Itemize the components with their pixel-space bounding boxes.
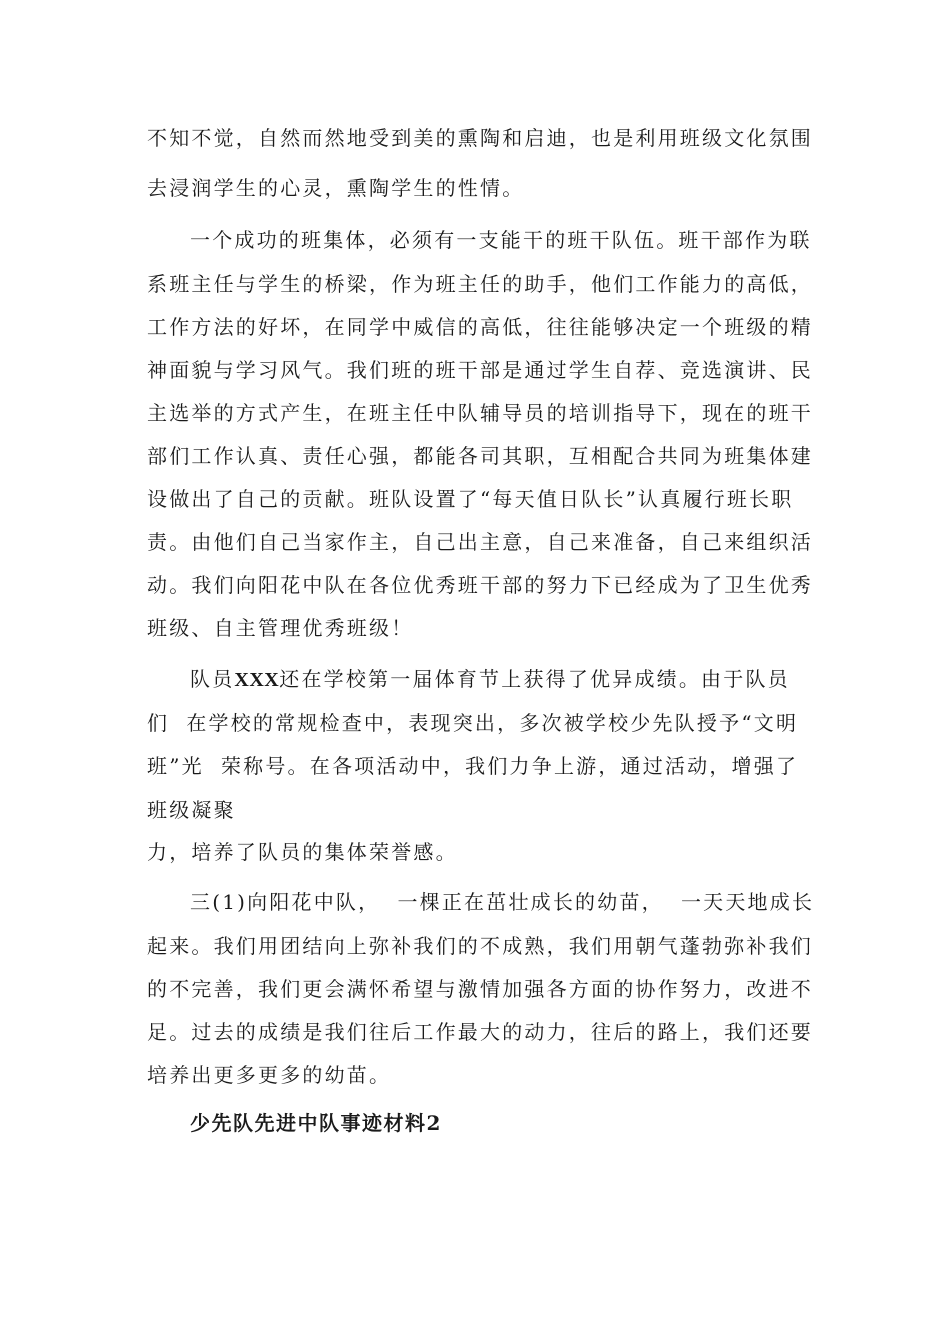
paragraph-line: 部们工作认真、责任心强，都能各司其职，互相配合共同为班集体建 xyxy=(147,444,813,468)
paragraph-line: 班级、自主管理优秀班级！ xyxy=(147,616,414,640)
paragraph-line: 班”光 荣称号。在各项活动中，我们力争上游，通过活动，增强了 xyxy=(147,754,799,778)
paragraph-line: 工作方法的好坏，在同学中威信的高低，往往能够决定一个班级的精 xyxy=(147,315,813,339)
paragraph-line: 的不完善，我们更会满怀希望与激情加强各方面的协作努力，改进不 xyxy=(147,977,813,1001)
paragraph-line: 不知不觉，自然而然地受到美的熏陶和启迪，也是利用班级文化氛围 xyxy=(147,126,813,150)
text-run: 还在学校第一届体育节上获得了优异成绩。由于队员 xyxy=(279,667,790,691)
paragraph-line: 神面貌与学习风气。我们班的班干部是通过学生自荐、竞选演讲、民 xyxy=(147,358,813,382)
paragraph-line: 动。我们向阳花中队在各位优秀班干部的努力下已经成为了卫生优秀 xyxy=(147,573,813,597)
paragraph-line: 去浸润学生的心灵，熏陶学生的性情。 xyxy=(147,176,525,200)
name-placeholder: XXX xyxy=(234,669,280,691)
paragraph-line: 责。由他们自己当家作主，自己出主意，自己来准备，自己来组织活 xyxy=(147,530,813,554)
paragraph-line: 一个成功的班集体，必须有一支能干的班干队伍。班干部作为联 xyxy=(190,228,812,252)
paragraph-line: 足。过去的成绩是我们往后工作最大的动力，往后的路上，我们还要 xyxy=(147,1020,813,1044)
paragraph-line: 三(1)向阳花中队， 一棵正在茁壮成长的幼苗， 一天天地成长 xyxy=(190,890,815,914)
paragraph-line: 班级凝聚 xyxy=(147,798,236,822)
paragraph-line xyxy=(190,665,790,694)
paragraph-line: 主选举的方式产生，在班主任中队辅导员的培训指导下，现在的班干 xyxy=(147,401,813,425)
paragraph-line: 力，培养了队员的集体荣誉感。 xyxy=(147,840,458,864)
text-run: 队员 xyxy=(190,667,235,691)
paragraph-line: 培养出更多更多的幼苗。 xyxy=(147,1063,392,1087)
paragraph-line: 们 在学校的常规检查中，表现突出，多次被学校少先队授予“文明 xyxy=(147,711,799,735)
section-heading: 少先队先进中队事迹材料2 xyxy=(190,1111,442,1135)
paragraph-line: 起来。我们用团结向上弥补我们的不成熟，我们用朝气蓬勃弥补我们 xyxy=(147,934,813,958)
paragraph-line: 系班主任与学生的桥梁，作为班主任的助手，他们工作能力的高低， xyxy=(147,272,813,296)
paragraph-line: 设做出了自己的贡献。班队设置了“每天值日队长”认真履行班长职 xyxy=(147,487,794,511)
